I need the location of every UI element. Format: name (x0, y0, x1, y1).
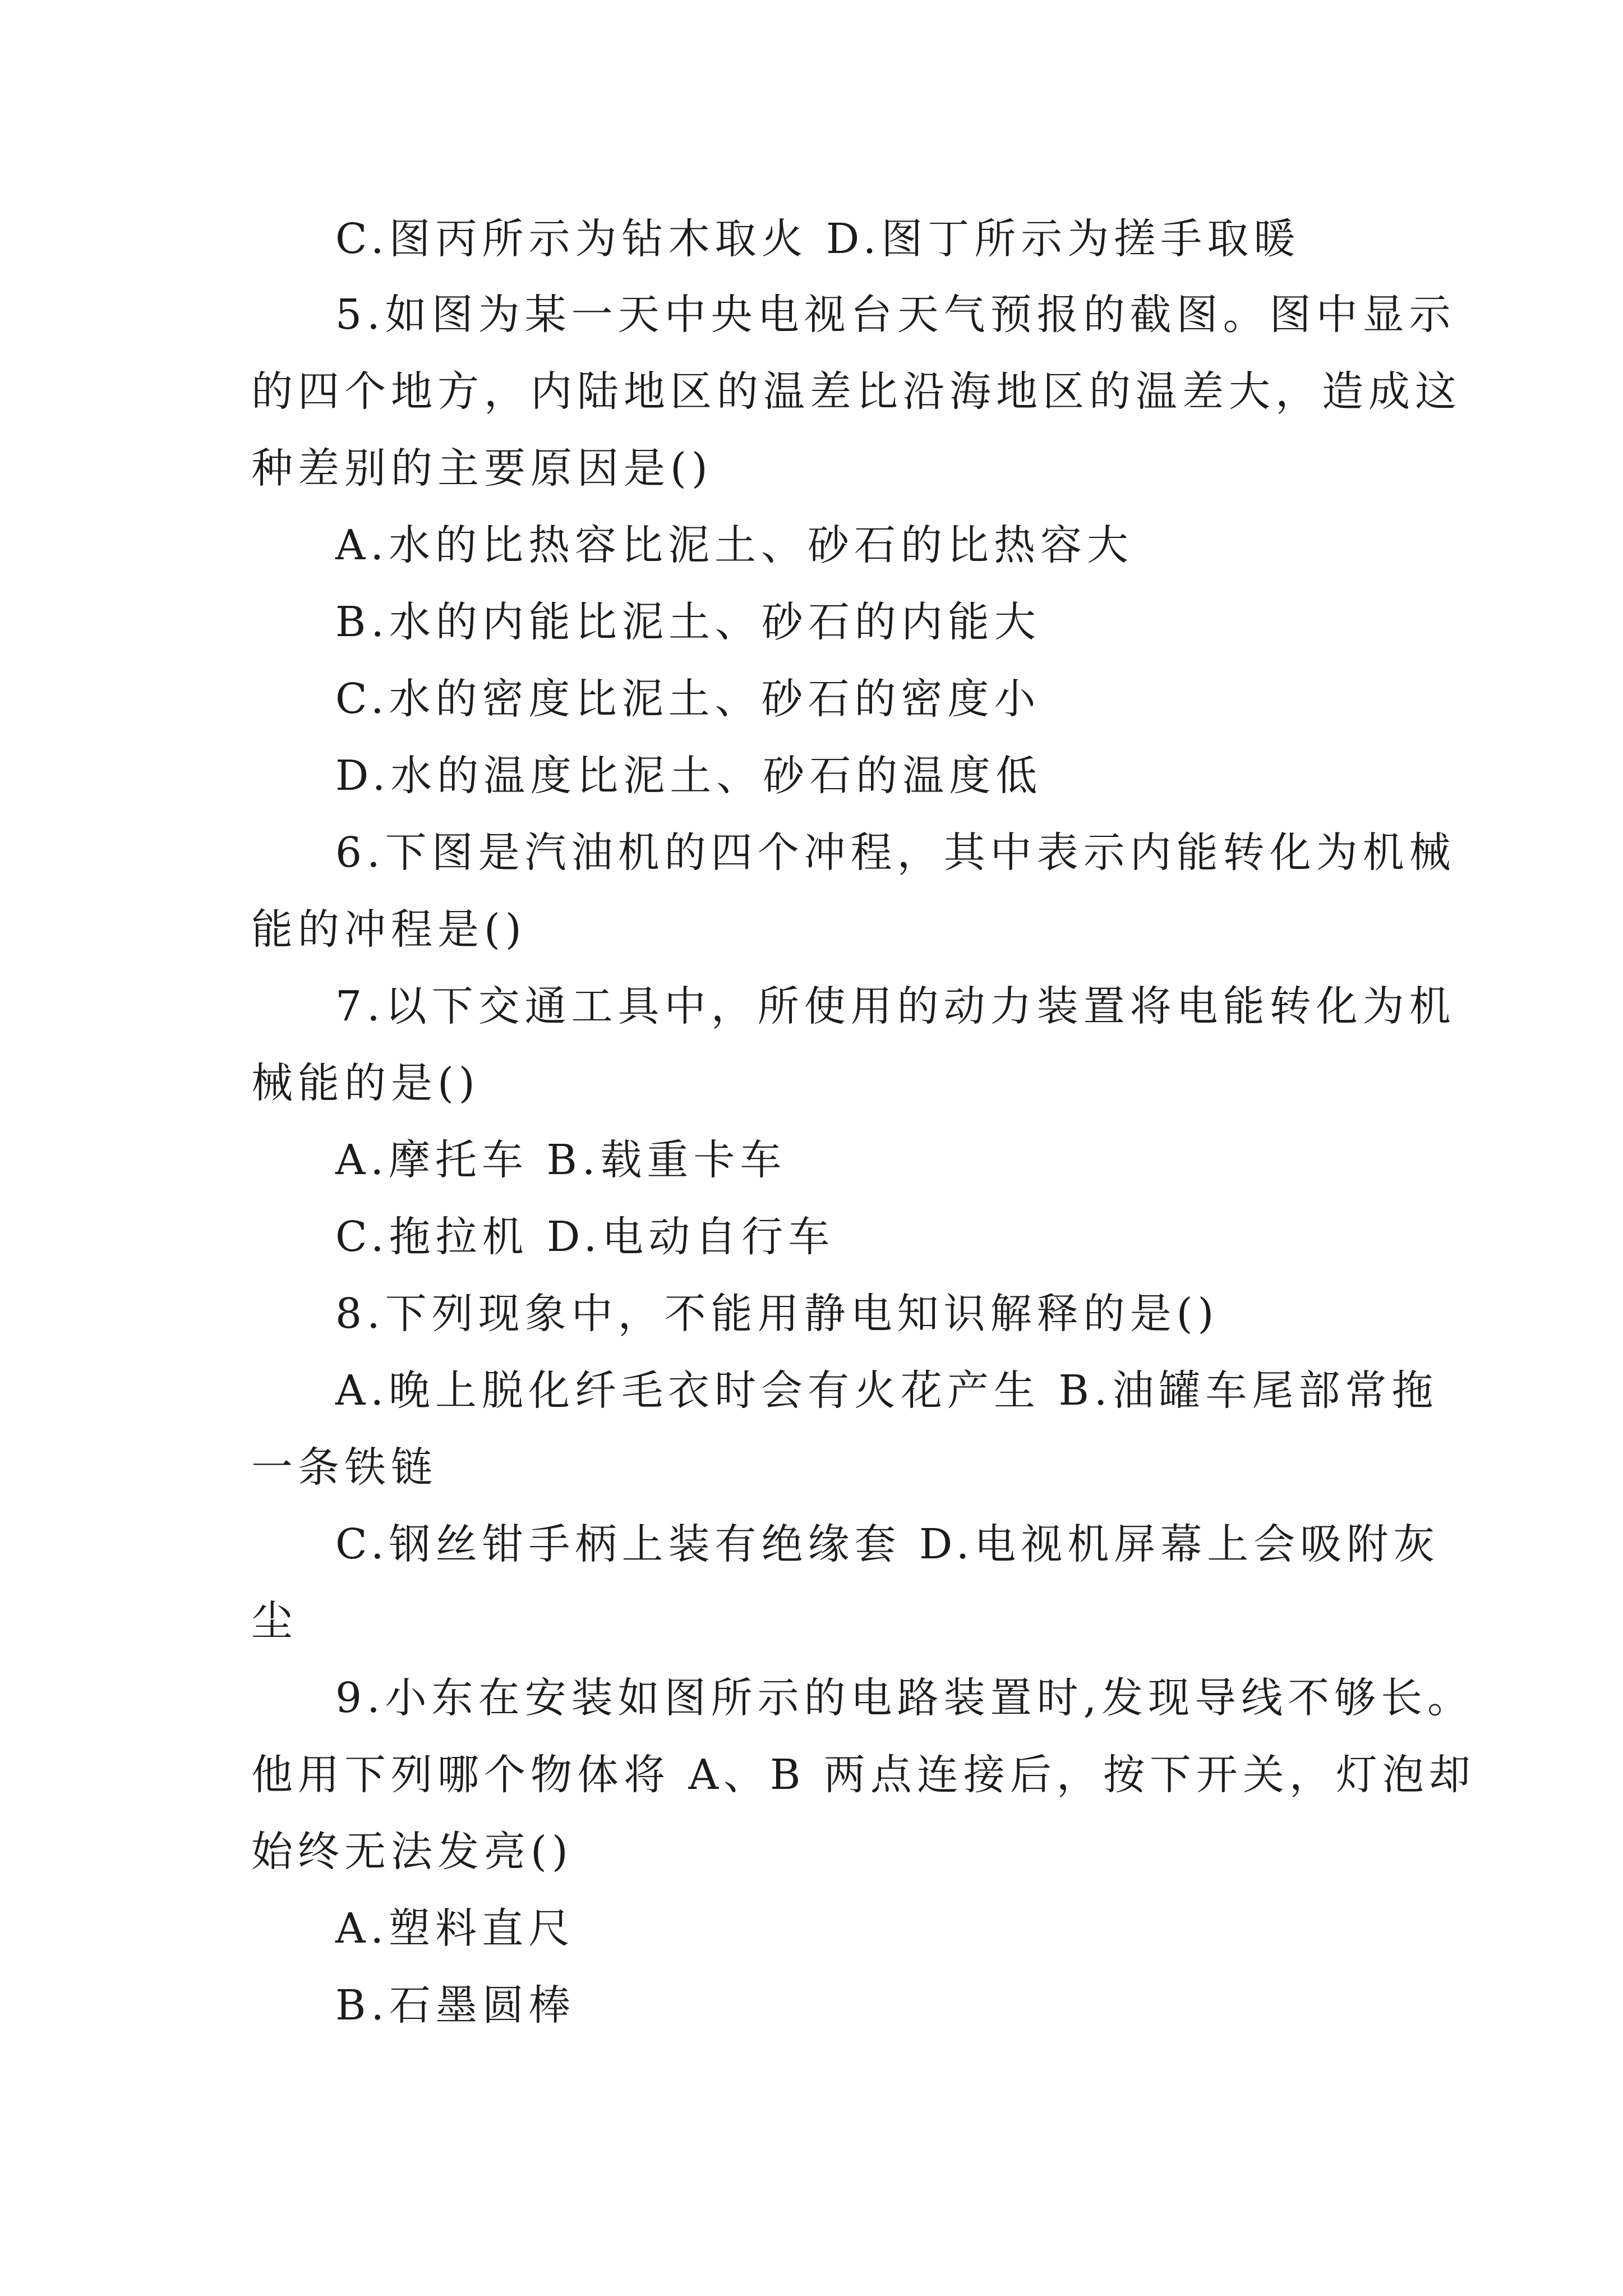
text-line: 尘 (251, 1597, 298, 1645)
answer-option: A.塑料直尺 (335, 1904, 575, 1953)
text-line: 一条铁链 (251, 1443, 437, 1492)
text-line: 能的冲程是() (251, 905, 527, 954)
text-line: C.图丙所示为钻木取火 D.图丁所示为搓手取暖 (335, 215, 1301, 263)
text-line: 械能的是() (251, 1059, 480, 1107)
answer-option: A.水的比热容比泥土、砂石的比热容大 (335, 521, 1133, 569)
answer-option: A.晚上脱化纤毛衣时会有火花产生 B.油罐车尾部常拖 (335, 1366, 1438, 1415)
question-9-stem: 9.小东在安装如图所示的电路装置时,发现导线不够长。 (335, 1674, 1474, 1722)
answer-option: C.水的密度比泥土、砂石的密度小 (335, 675, 1041, 723)
answer-option: A.摩托车 B.载重卡车 (335, 1136, 787, 1184)
question-5-stem: 5.如图为某一天中央电视台天气预报的截图。图中显示 (335, 291, 1456, 339)
answer-option: D.水的温度比泥土、砂石的温度低 (335, 752, 1043, 800)
answer-option: C.拖拉机 D.电动自行车 (335, 1213, 835, 1261)
answer-option: C.钢丝钳手柄上装有绝缘套 D.电视机屏幕上会吸附灰 (335, 1520, 1440, 1568)
text-line: 种差别的主要原因是() (251, 444, 713, 493)
text-line: 始终无法发亮() (251, 1828, 573, 1876)
text-line: 的四个地方，内陆地区的温差比沿海地区的温差大，造成这 (251, 367, 1461, 416)
text-line: 他用下列哪个物体将 A、B 两点连接后，按下开关，灯泡却 (251, 1751, 1476, 1799)
question-7-stem: 7.以下交通工具中，所使用的动力装置将电能转化为机 (335, 982, 1456, 1030)
answer-option: B.水的内能比泥土、砂石的内能大 (335, 598, 1041, 646)
question-6-stem: 6.下图是汽油机的四个冲程，其中表示内能转化为机械 (335, 829, 1456, 877)
answer-option: B.石墨圆棒 (335, 1981, 575, 2030)
question-8-stem: 8.下列现象中，不能用静电知识解释的是() (335, 1290, 1219, 1338)
